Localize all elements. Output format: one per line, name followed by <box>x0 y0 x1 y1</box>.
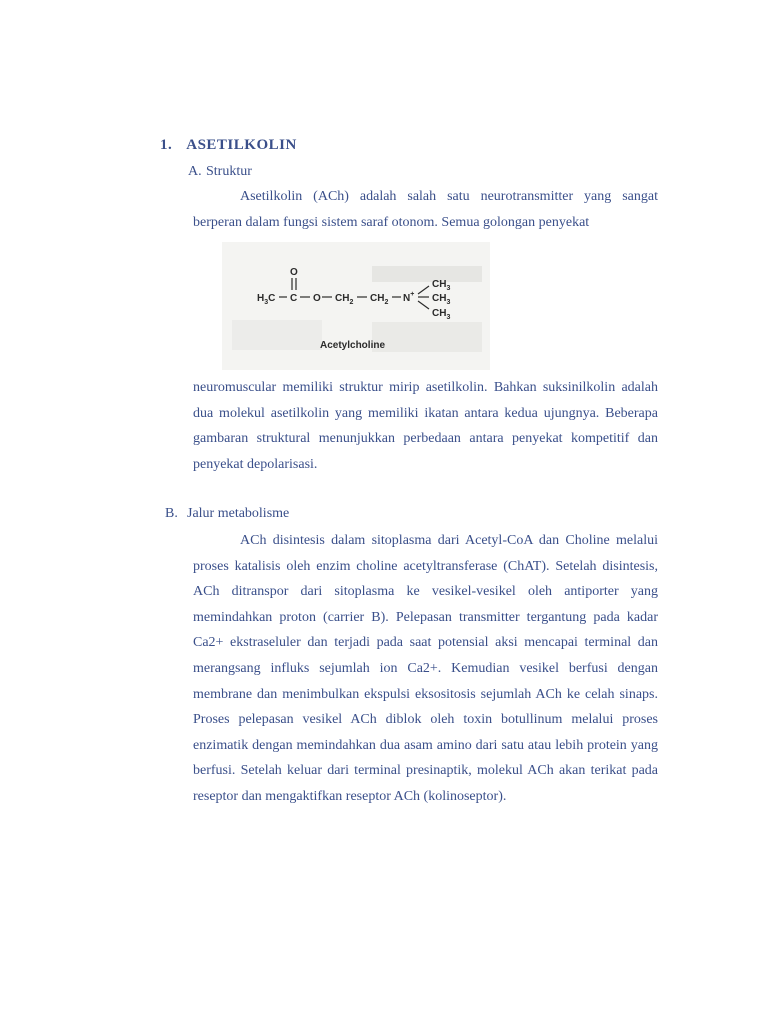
carbonyl-carbon: C <box>290 293 298 304</box>
n-methyl-2: $CH_3$ <box>432 293 451 306</box>
section-heading <box>160 137 297 154</box>
paragraph-b1: ACh disintesis dalam sitoplasma dari Acetyl-CoA dan Choline melalui proses katalisis oleh enzim choline acetyltransferase (ChAT). Setelah disintesis, ACh ditranspor dari sitoplasma ke vesikel-vesikel oleh antiporter yang memindahkan proton (carrier B). Pelepasan transmitter tergantung pada kadar Ca2+ ekstraseluler dan terjadi pada saat potensial aksi mencapai terminal dan merangsang influks sejumlah ion Ca2+. Kemudian vesikel berfusi dengan membrane dan menimbulkan ekspulsi eksositosis sejumlah ACh ke celah sinaps. Proses pelepasan vesikel ACh diblok oleh toxin botullinum melalui proses enzimatik dengan memindahkan dua asam amino dari satu atau lebih protein yang berfusi. Setelah keluar dari terminal presinaptik, molekul ACh akan terikat pada reseptor dan mengaktifkan reseptor ACh (kolinoseptor). <box>193 533 658 804</box>
methyl-group-left: $H_3C$ <box>257 293 276 306</box>
acetylcholine-structure-figure <box>222 242 490 370</box>
ester-oxygen: O <box>313 293 321 304</box>
subsection-b-heading <box>165 506 289 522</box>
carbonyl-oxygen: O <box>290 267 298 278</box>
figure-caption: Acetylcholine <box>320 340 386 351</box>
n-methyl-1: $CH_3$ <box>432 279 451 292</box>
methylene-a: $CH_2$ <box>335 293 354 306</box>
subsection-a-heading <box>188 164 252 180</box>
subsection-b-letter: B. <box>165 506 178 521</box>
subsection-b-title: Jalur metabolisme <box>187 506 290 521</box>
bond-n-methyl-1 <box>418 286 429 294</box>
n-methyl-3: $CH_3$ <box>432 308 451 321</box>
subsection-a-title: Struktur <box>206 164 252 179</box>
paragraph-a2: neuromuscular memiliki struktur mirip asetilkolin. Bahkan suksinilkolin adalah dua molekul asetilkolin yang memiliki ikatan antara kedua ujungnya. Beberapa gambaran struktural menunjukkan perbedaan antara penyekat kompetitif dan penyekat depolarisasi. <box>193 380 658 472</box>
paragraph-a1: Asetilkolin (ACh) adalah salah satu neurotransmitter yang sangat berperan dalam fungsi sistem saraf otonom. Semua golongan penyekat <box>193 189 658 230</box>
subsection-a-letter: A. <box>188 164 202 179</box>
section-number: 1. <box>160 137 173 153</box>
methylene-b: $CH_2$ <box>370 293 389 306</box>
bond-n-methyl-3 <box>418 301 429 309</box>
section-title: ASETILKOLIN <box>186 137 297 153</box>
quaternary-nitrogen: N+ <box>403 291 415 304</box>
